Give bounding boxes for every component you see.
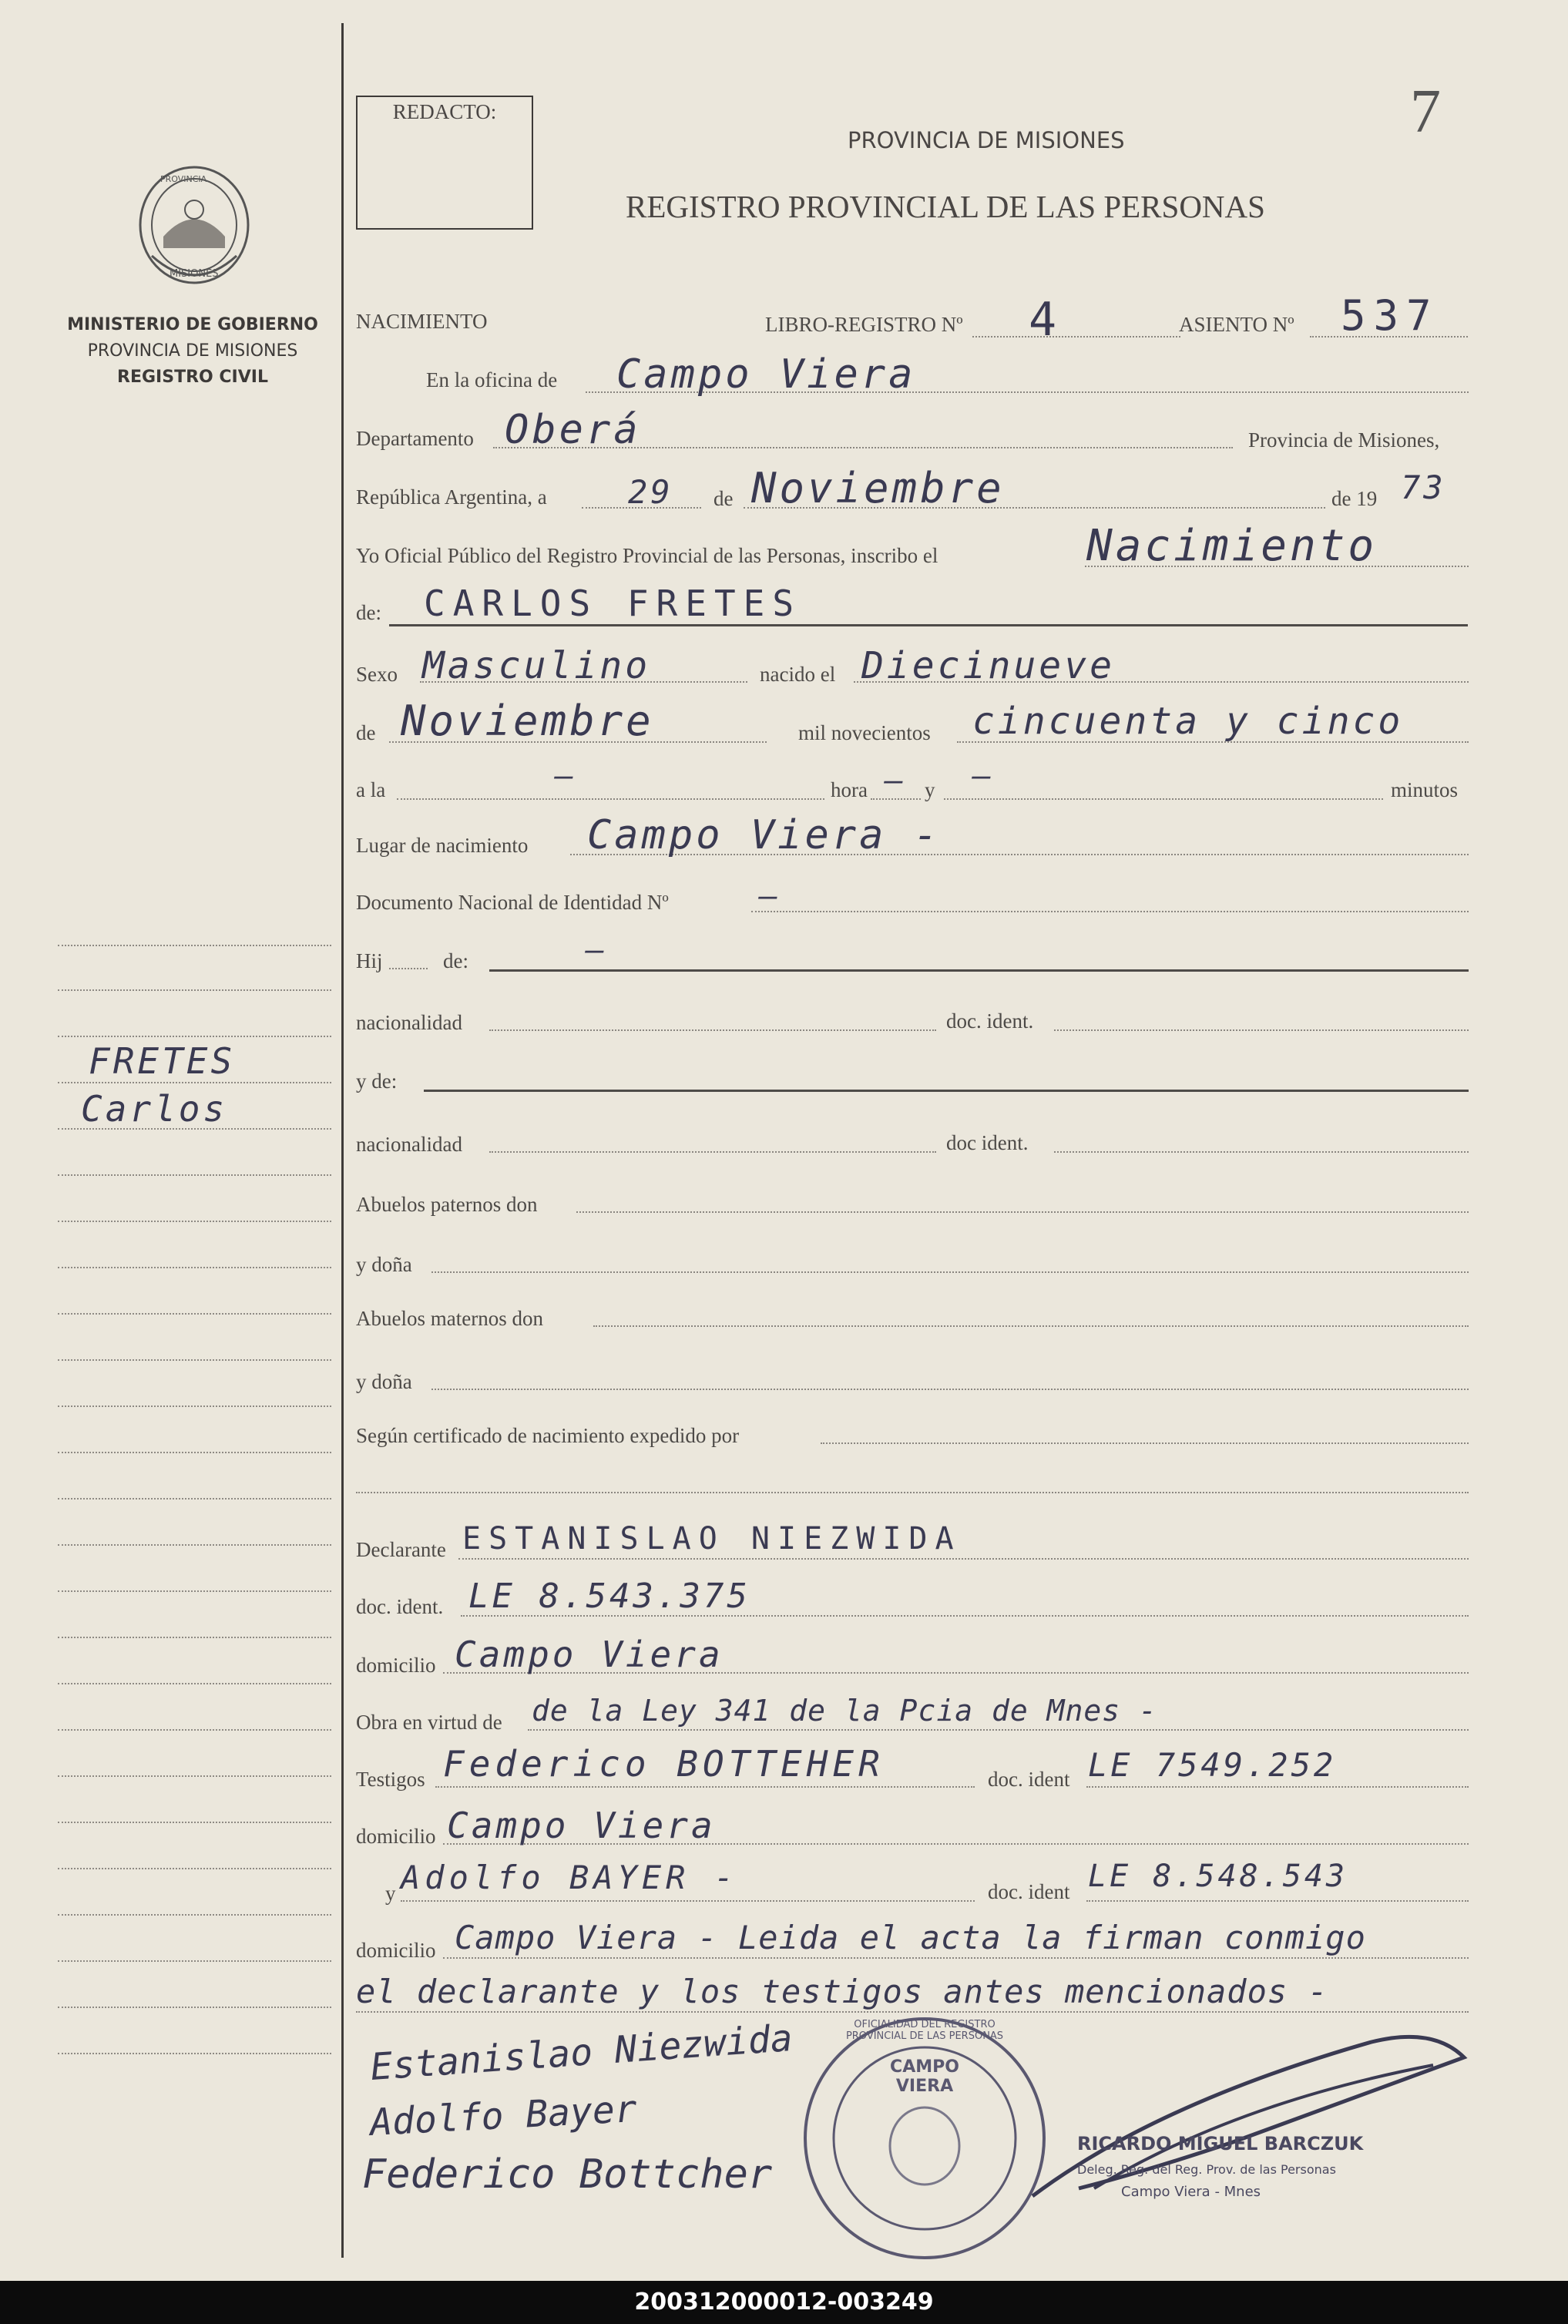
- declarante-label: Declarante: [356, 1538, 446, 1561]
- departamento-label: Departamento: [356, 427, 474, 450]
- dni-value: –: [759, 878, 781, 914]
- official-place: Campo Viera - Mnes: [1121, 2184, 1261, 2200]
- madre-line: [424, 1090, 1469, 1092]
- padre-line: [489, 969, 1469, 972]
- nacionalidad-1-label: nacionalidad: [356, 1011, 462, 1034]
- margin-rule: [58, 1914, 331, 1916]
- archive-id-bar: [0, 2281, 1568, 2324]
- provincia-label: Provincia de Misiones,: [1248, 428, 1440, 452]
- doc-ident-1-line: [1054, 1029, 1469, 1031]
- dona-paterna-label: y doña: [356, 1253, 412, 1276]
- libro-line: [972, 336, 1180, 338]
- year-label: de 19: [1331, 487, 1378, 510]
- segun-line-2: [356, 1492, 1469, 1493]
- testigo1-line: [435, 1786, 975, 1788]
- act-value: Nacimiento: [1086, 521, 1378, 571]
- testigos-label: Testigos: [356, 1768, 425, 1791]
- margin-rule: [58, 1267, 331, 1268]
- abuelos-maternos-label: Abuelos maternos don: [356, 1307, 543, 1330]
- seal-bottom-text: MISIONES: [170, 268, 219, 280]
- testigo2-line: [401, 1900, 975, 1902]
- declarante-value: ESTANISLAO NIEZWIDA: [462, 1521, 962, 1557]
- dona-materna-label: y doña: [356, 1370, 412, 1393]
- testigo1-domicilio-label: domicilio: [356, 1825, 436, 1848]
- redacto-label: REDACTO:: [392, 100, 497, 123]
- nacido-mes-value: Noviembre: [401, 697, 654, 745]
- doc-ident-2-label: doc ident.: [946, 1131, 1029, 1154]
- name-de-label: de:: [356, 601, 381, 624]
- segun-label: Según certificado de nacimiento expedido por: [356, 1424, 740, 1447]
- nacionalidad-2-label: nacionalidad: [356, 1133, 462, 1156]
- minutos-line: [944, 798, 1383, 800]
- nacionalidad-2-line: [489, 1151, 936, 1153]
- testigo1-doc-line: [1086, 1786, 1469, 1788]
- margin-rule: [58, 1868, 331, 1869]
- margin-rule: [58, 1405, 331, 1407]
- testigo2-y-label: y: [385, 1882, 396, 1905]
- dni-line: [751, 911, 1469, 912]
- margin-note-surname: FRETES: [89, 1040, 236, 1082]
- padre-value: –: [586, 932, 608, 968]
- margin-rule: [58, 1174, 331, 1176]
- ministry-block: [46, 312, 339, 391]
- dona-materna-line: [431, 1389, 1469, 1390]
- dona-paterna-line: [431, 1271, 1469, 1273]
- testigo1-domicilio-value: Campo Viera: [447, 1805, 716, 1846]
- asiento-label: ASIENTO Nº: [1179, 313, 1294, 336]
- ministry-line2: PROVINCIA DE MISIONES: [87, 341, 298, 361]
- month-value: Noviembre: [751, 464, 1005, 512]
- abuelos-maternos-line: [593, 1325, 1469, 1327]
- oficial-statement: Yo Oficial Público del Registro Provincial de las Personas, inscribo el: [356, 544, 938, 567]
- republica-label: República Argentina, a: [356, 485, 547, 509]
- testigo2-value: Adolfo BAYER -: [401, 1859, 739, 1896]
- margin-rule: [58, 1313, 331, 1315]
- margin-note-given: Carlos: [81, 1088, 228, 1130]
- testigo2-doc-value: LE 8.548.543: [1088, 1859, 1348, 1894]
- margin-rule: [58, 1683, 331, 1684]
- margin-rule: [58, 1822, 331, 1823]
- margin-rule: [58, 1960, 331, 1962]
- obra-value: de la Ley 341 de la Pcia de Mnes -: [532, 1694, 1157, 1728]
- margin-rule: [58, 1637, 331, 1638]
- obra-line: [528, 1729, 1469, 1731]
- day-value: 29: [628, 473, 673, 511]
- margin-rule: [58, 1359, 331, 1361]
- closing-line: el declarante y los testigos antes mencionados -: [356, 1973, 1328, 2010]
- nacido-label: nacido el: [760, 663, 836, 686]
- minutos-a-value: –: [885, 763, 907, 798]
- margin-rule: [58, 1498, 331, 1500]
- page-number: 7: [1410, 78, 1441, 146]
- hora-value: –: [555, 758, 577, 794]
- redacto-box: [356, 96, 533, 230]
- minutos-b-value: –: [972, 758, 995, 794]
- decl-domicilio-value: Campo Viera: [455, 1634, 724, 1675]
- dni-label: Documento Nacional de Identidad Nº: [356, 891, 669, 914]
- nacido-dia-value: Diecinueve: [861, 644, 1115, 687]
- testigo1-doc-label: doc. ident: [988, 1768, 1070, 1791]
- hij-de-label: de:: [443, 949, 468, 972]
- departamento-value: Oberá: [505, 407, 641, 453]
- oficina-label: En la oficina de: [426, 368, 558, 391]
- doc-ident-1-label: doc. ident.: [946, 1009, 1034, 1033]
- name-line: [389, 624, 1468, 626]
- asiento-value: 537: [1341, 291, 1439, 340]
- testigo2-doc-label: doc. ident: [988, 1880, 1070, 1903]
- margin-rule: [58, 1544, 331, 1546]
- margin-rule: [58, 2053, 331, 2054]
- seal-top-text: PROVINCIA: [160, 174, 207, 184]
- nacionalidad-1-line: [489, 1029, 936, 1031]
- doc-ident-2-line: [1054, 1151, 1469, 1153]
- lugar-label: Lugar de nacimiento: [356, 834, 529, 857]
- stamp-center-text: CAMPO VIERA: [890, 2057, 959, 2096]
- official-signature-icon: [1002, 2011, 1479, 2211]
- nacido-mes-label: de: [356, 721, 376, 744]
- signature-testigo1: Federico Bottcher: [362, 2151, 773, 2198]
- libro-value: 4: [1029, 293, 1065, 347]
- archive-id: 200312000012-003249: [634, 2289, 934, 2316]
- margin-rule: [58, 1221, 331, 1222]
- stamp-ring-text: OFICIALIDAD DEL REGISTRO PROVINCIAL DE LAS PERSONAS: [845, 2019, 1004, 2042]
- abuelos-paternos-line: [576, 1211, 1469, 1213]
- hora-line: [871, 798, 921, 800]
- abuelos-paternos-label: Abuelos paternos don: [356, 1193, 538, 1216]
- official-role: Deleg. Reg. del Reg. Prov. de las Personas: [1077, 2162, 1336, 2177]
- y-de-label: y de:: [356, 1070, 398, 1093]
- margin-rule: [58, 1036, 331, 1037]
- province-header: PROVINCIA DE MISIONES: [848, 127, 1125, 153]
- margin-rule: [58, 1729, 331, 1731]
- margin-rule: [58, 945, 331, 946]
- year-value: 73: [1401, 468, 1446, 506]
- lugar-value: Campo Viera -: [587, 812, 941, 858]
- testigo2-domicilio-value: Campo Viera - Leida el acta la firman conmigo: [455, 1919, 1366, 1956]
- a-la-label: a la: [356, 778, 386, 801]
- margin-rule: [58, 1082, 331, 1083]
- testigo1-value: Federico BOTTEHER: [443, 1743, 885, 1785]
- mil-label: mil novecientos: [798, 721, 931, 744]
- oficina-value: Campo Viera: [616, 351, 916, 398]
- y-label: y: [925, 778, 935, 801]
- declarante-line: [458, 1558, 1469, 1560]
- segun-line: [821, 1442, 1469, 1444]
- signature-declarante: Estanislao Niezwida: [368, 2016, 794, 2090]
- nacido-anio-value: cincuenta y cinco: [972, 700, 1404, 743]
- hij-label: Hij: [356, 949, 383, 972]
- obra-label: Obra en virtud de: [356, 1711, 502, 1734]
- minutos-label: minutos: [1391, 778, 1459, 801]
- decl-domicilio-label: domicilio: [356, 1654, 436, 1677]
- testigo2-domicilio-line: [443, 1957, 1469, 1959]
- margin-rule: [58, 989, 331, 991]
- margin-rule: [58, 2007, 331, 2008]
- sexo-label: Sexo: [356, 663, 398, 686]
- testigo2-domicilio-label: domicilio: [356, 1939, 436, 1962]
- registry-title: REGISTRO PROVINCIAL DE LAS PERSONAS: [626, 189, 1265, 224]
- name-value: CARLOS FRETES: [424, 583, 802, 624]
- official-name: RICARDO MIGUEL BARCZUK: [1077, 2133, 1364, 2154]
- month-de-label: de: [713, 487, 734, 510]
- margin-rule: [58, 1590, 331, 1592]
- margin-rule: [58, 1775, 331, 1777]
- libro-label: LIBRO-REGISTRO Nº: [765, 313, 963, 336]
- a-la-line: [397, 798, 824, 800]
- hora-label: hora: [831, 778, 868, 801]
- ministry-line3: REGISTRO CIVIL: [117, 368, 268, 387]
- decl-doc-value: LE 8.543.375: [468, 1577, 750, 1616]
- testigo1-doc-value: LE 7549.252: [1088, 1746, 1337, 1784]
- decl-doc-label: doc. ident.: [356, 1595, 444, 1618]
- testigo2-doc-line: [1086, 1900, 1469, 1902]
- sexo-value: Masculino: [422, 644, 651, 687]
- margin-divider: [341, 23, 344, 2258]
- hij-line: [389, 968, 428, 969]
- signature-testigo2: Adolfo Bayer: [368, 2087, 639, 2145]
- record-type-label: NACIMIENTO: [356, 310, 488, 333]
- margin-rule: [58, 1452, 331, 1453]
- ministry-line1: MINISTERIO DE GOBIERNO: [67, 315, 318, 334]
